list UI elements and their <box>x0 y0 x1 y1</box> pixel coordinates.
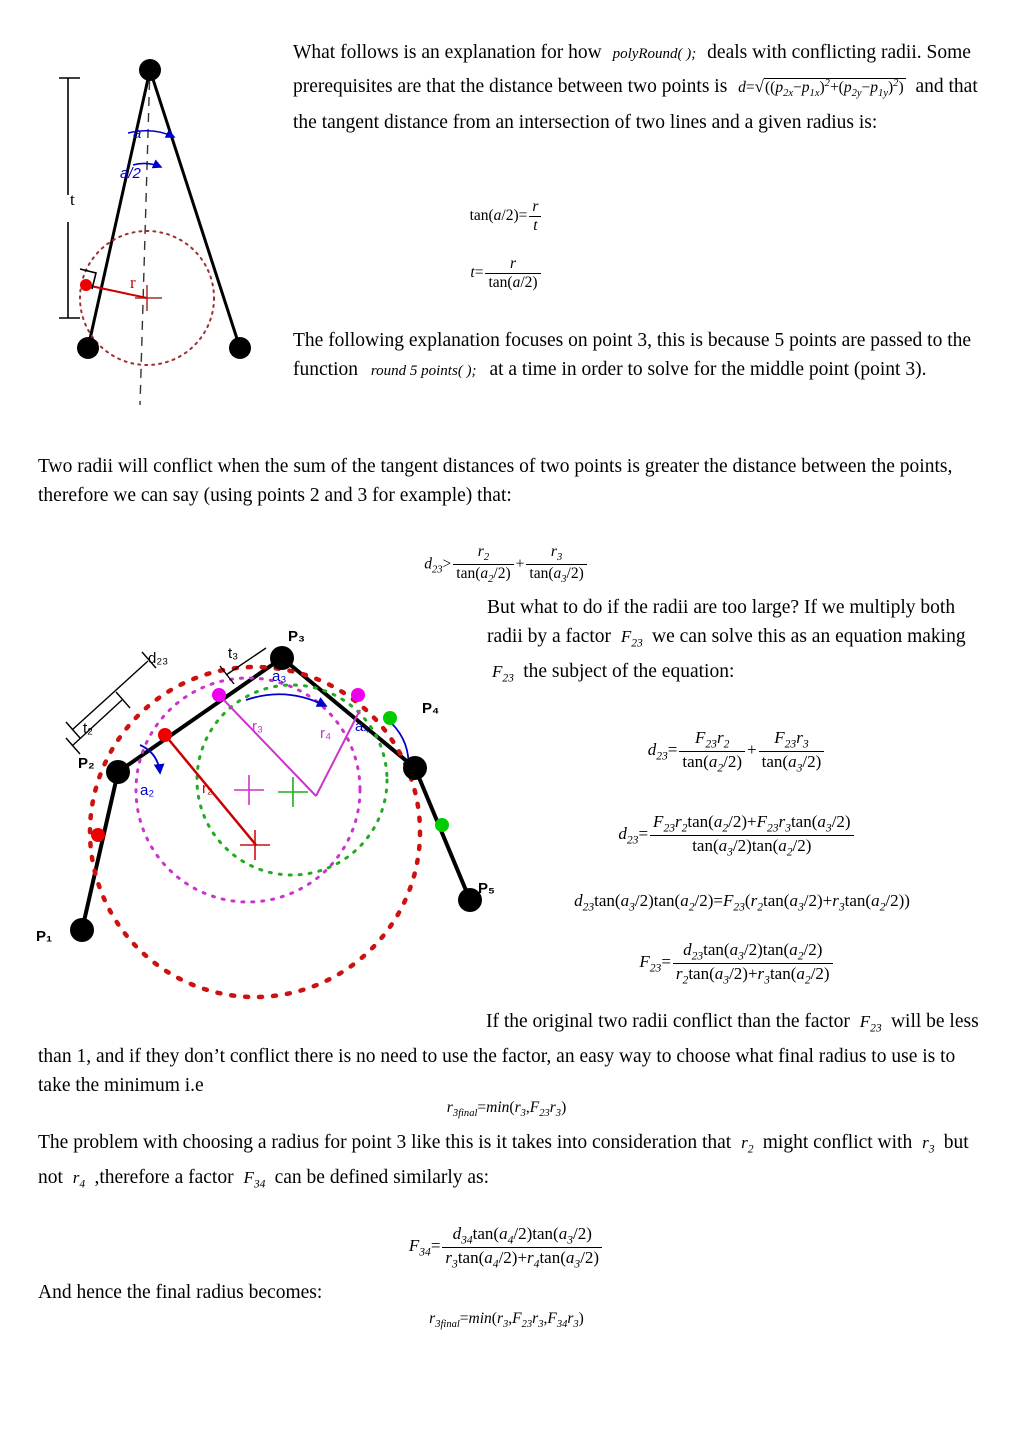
inline-F34: $F_{34}$ <box>243 1168 266 1191</box>
equation-r3final-min3: $r_{3final}=\min(r_3,F_{23}r_3,F_{34}r_3)$ <box>429 1310 584 1331</box>
inline-F23-a: $F_{23}$ <box>620 627 643 650</box>
figure-top-label-r: r <box>130 273 136 292</box>
factor-text-3: the subject of the equation: <box>523 661 735 683</box>
figure-top-label-a-half: a/2 <box>120 165 141 182</box>
inline-distance-formula: $d=√((p_{2x}-p_{1x})^2+(p_{2y}-p_{1y})^2)$ <box>738 77 904 100</box>
figure-label-t3: t₃ <box>228 645 239 662</box>
focus-text-2: at a time in order to solve for the middle point (point 3). <box>489 359 927 380</box>
figure-top-label-a: a <box>133 125 142 142</box>
inline-r2: $r_2$ <box>741 1133 754 1156</box>
figure-label-p3: P₃ <box>288 628 305 645</box>
equation-F23-solution: $F_{23}=$ $\frac{d_{23}\tan(a_3/2)\tan(a_2/2)}{r_2\tan(a_3/2)+r_3\tan(a_2/2)}$ <box>487 940 987 986</box>
figure-label-d23: d₂₃ <box>148 650 169 667</box>
paragraph-original-radii <box>38 1007 988 1100</box>
figure-label-t2: t₂ <box>83 720 93 737</box>
figure-label-p2: P₂ <box>78 755 95 772</box>
focus-text-1: The following explanation focuses on point 3, this is because 5 points are passed to the function <box>293 330 972 380</box>
original-text-1: If the original two radii conflict than the factor <box>486 1011 850 1032</box>
equation-d23-expanded: $d_{23}\tan(a_3/2)\tan(a_2/2)=F_{23}(r_2\tan(a_3/2)+r_3\tan(a_2/2))$ <box>574 891 910 914</box>
figure-label-a2: a₂ <box>140 782 155 799</box>
figure-label-r3: r₃ <box>252 718 264 735</box>
paragraph-conflict <box>38 452 968 510</box>
figure-label-p1: P₁ <box>36 928 53 945</box>
equation-tan-a-over-2: tan(a/2)= $\frac{r}{t}$ <box>0 198 1013 235</box>
final-text: And hence the final radius becomes: <box>38 1282 323 1303</box>
figure-label-a3: a₃ <box>272 668 287 685</box>
figure-top-label-t: t <box>70 190 75 209</box>
paragraph-problem <box>38 1128 988 1199</box>
paragraph-focus-point3 <box>293 326 993 386</box>
equation-conflict-inequality: $d_{23}>$ $\frac{r_2}{\tan(a_2/2)}$ + $\frac{r_3}{\tan(a_3/2)}$ <box>0 543 1013 586</box>
figure-label-a4: a₄ <box>355 718 370 735</box>
problem-text-5: can be defined similarly as: <box>274 1167 490 1189</box>
figure-label-r2: r₂ <box>202 780 213 797</box>
equation-d23-factor: $d_{23}=$ $\frac{F_{23}r_2}{\tan(a_2/2)}$ + $\frac{F_{23}r_3}{\tan(a_3/2)}$ <box>487 728 987 774</box>
problem-text-2: might conflict with <box>762 1132 913 1153</box>
figure-label-r4: r₄ <box>320 725 332 742</box>
figure-label-p5: P₅ <box>478 880 495 897</box>
intro-code-polyround: polyRound( ); <box>612 46 697 62</box>
inline-F23-c: $F_{23}$ <box>859 1012 882 1035</box>
intro-text-3: and that the tangent distance from an intersection of two lines and a given radius is: <box>293 76 978 134</box>
intro-text-1: What follows is an explanation for how <box>293 42 602 63</box>
equation-t-equals: t= $\frac{r}{\tan(a/2)}$ <box>0 255 1013 292</box>
equation-d23-combined: $d_{23}=$ $\frac{F_{23}r_2\tan(a_2/2)+F_{23}r_3\tan(a_3/2)}{\tan(a_3/2)\tan(a_2/2)}$ <box>487 812 987 858</box>
factor-text-2: we can solve this as an equation making <box>652 626 966 647</box>
factor-text-1: But what to do if the radii are too large? If we multiply both radii by a factor <box>487 597 956 647</box>
paragraph-intro <box>293 38 993 137</box>
inline-r3: $r_3$ <box>922 1133 935 1156</box>
equation-F34-solution: $F_{34}=$ $\frac{d_{34}\tan(a_4/2)\tan(a_3/2)}{r_3\tan(a_4/2)+r_4\tan(a_3/2)}$ <box>0 1224 1013 1270</box>
equation-r3final-min2: $r_{3final}=\min(r_3,F_{23}r_3)$ <box>446 1099 567 1120</box>
figure-polyline-radii <box>30 600 500 1020</box>
focus-code-round5points: round 5 points( ); <box>370 363 477 379</box>
original-text-2: will be less than 1, and if they don’t conflict there is no need to use the factor, an easy way to choose what final radius to use is to take the minimum i.e <box>38 1011 979 1097</box>
paragraph-factor <box>487 593 987 693</box>
figure-label-p4: P₄ <box>422 700 440 717</box>
problem-text-3: but not <box>38 1132 969 1189</box>
inline-F23-b: $F_{23}$ <box>492 662 514 685</box>
intro-text-2: deals with conflicting radii. Some prerequisites are that the distance between two points is <box>293 42 971 98</box>
conflict-text: Two radii will conflict when the sum of the tangent distances of two points is greater the distance between the points, therefore we can say (using points 2 and 3 for example) that: <box>38 456 953 506</box>
paragraph-final <box>38 1278 988 1307</box>
problem-text-1: The problem with choosing a radius for point 3 like this is it takes into consideration that <box>38 1132 732 1153</box>
problem-text-4: ,therefore a factor <box>94 1167 234 1189</box>
inline-r4: $r_4$ <box>72 1168 86 1191</box>
